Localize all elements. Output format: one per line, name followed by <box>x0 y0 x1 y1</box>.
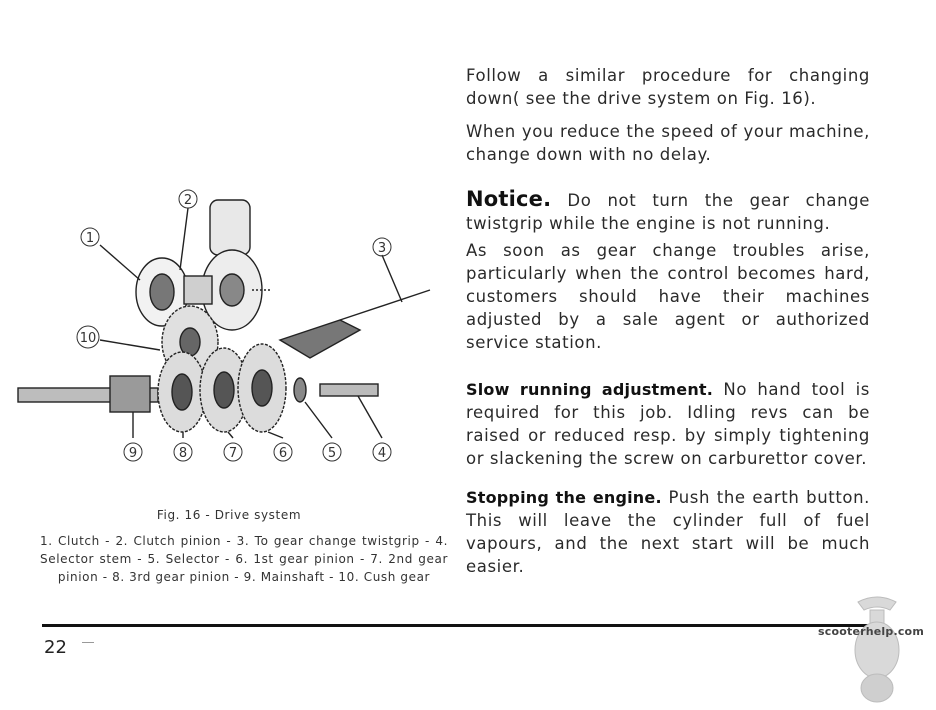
slow-running-heading: Slow running adjustment. <box>466 380 714 399</box>
page-number: 22 <box>44 637 67 658</box>
notice-body: Do not turn the gear change twistgrip while the engine is not running. <box>466 191 870 233</box>
figure-caption <box>40 508 448 586</box>
footer-rule <box>42 624 872 627</box>
paragraph-gear-troubles: As soon as gear change troubles arise, particularly when the control becomes hard, customers should have their machines adjusted by a sale agent or authorized service station. <box>466 241 870 352</box>
paragraph-changing-down: Follow a similar procedure for changing down( see the drive system on Fig. 16). <box>466 66 870 108</box>
callout-6: 6 <box>278 446 288 461</box>
figure-legend: 1. Clutch - 2. Clutch pinion - 3. To gear change twistgrip - 4. Selector stem - 5. Selector - 6. 1st gear pinion - 7. 2nd gear pinion - 8. 3rd gear pinion - 9. Mainshaft - 10. Cush gear <box>40 534 448 584</box>
figure-title: Fig. 16 - Drive system <box>156 508 302 522</box>
callout-2: 2 <box>183 193 193 208</box>
page-number-dash <box>82 642 94 643</box>
callout-9: 9 <box>128 446 138 461</box>
drive-system-drawing <box>10 180 440 470</box>
stopping-heading: Stopping the engine. <box>466 488 662 507</box>
callout-10: 10 <box>79 331 97 346</box>
twistgrip-cable <box>340 290 430 320</box>
selector-stem-part <box>320 384 378 396</box>
scooter-watermark-logo <box>818 588 936 706</box>
text-column <box>466 64 870 588</box>
cylinder-part <box>210 200 250 255</box>
callout-5: 5 <box>327 446 337 461</box>
stopping-body: Push the earth button. This will leave the cylinder full of fuel vapours, and the next start will be much easier. <box>466 488 870 576</box>
callout-3: 3 <box>377 241 387 256</box>
paragraph-reduce-speed: When you reduce the speed of your machine, change down with no delay. <box>466 122 870 164</box>
watermark-text: scooterhelp.com <box>818 625 924 638</box>
slow-running-body: No hand tool is required for this job. Idling revs can be raised or reduced resp. by simply tightening or slackening the screw on carburettor cover. <box>466 380 870 468</box>
callout-1: 1 <box>85 231 95 246</box>
stopping-paragraph <box>466 486 870 578</box>
gear-change-mechanism <box>280 320 360 358</box>
callout-8: 8 <box>178 446 188 461</box>
slow-running-paragraph <box>466 378 870 470</box>
notice-paragraph <box>466 188 870 235</box>
selector-part <box>294 378 306 402</box>
callout-4: 4 <box>377 446 387 461</box>
callout-7: 7 <box>228 446 238 461</box>
notice-heading: Notice. <box>466 187 552 211</box>
